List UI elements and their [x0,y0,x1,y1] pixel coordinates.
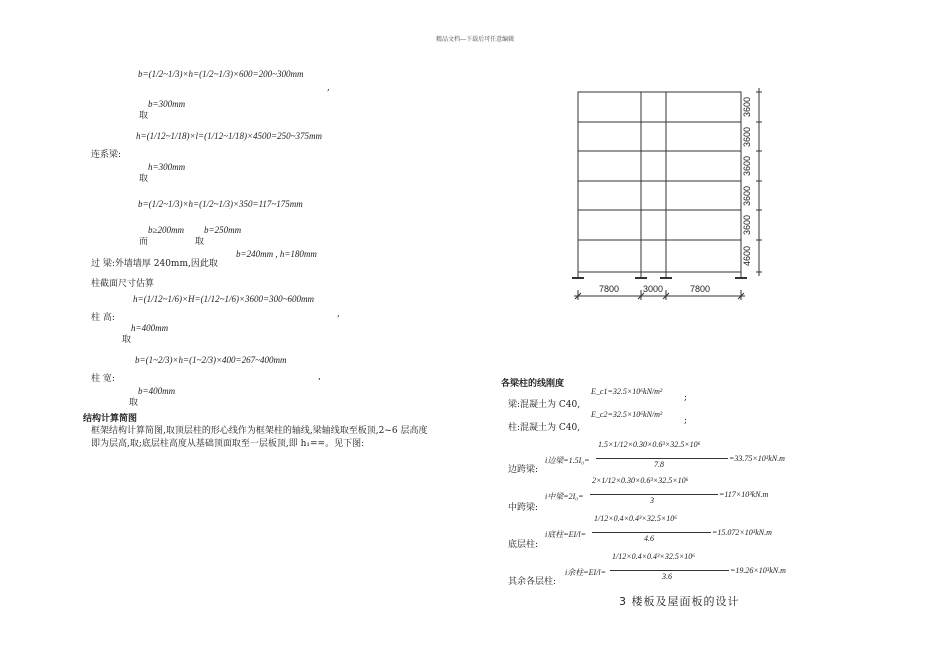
equation-tie-beam-width: b=(1/2~1/3)×h=(1/2~1/3)×350=117~175mm [138,199,303,209]
take-label: 取 [122,335,132,345]
other-column-fraction-bar [610,570,729,571]
column-width-label: 柱 宽: [91,374,115,384]
lintel-label: 过 梁:外墙墙厚 240mm,因此取 [91,259,218,269]
er-label: 而 [139,237,149,247]
other-column-lhs: i余柱=EI/l= [565,568,607,577]
side-beam-denominator: 7.8 [654,460,664,469]
side-beam-lhs: i边梁=1.5I₀= [545,456,590,465]
comma: , [318,372,321,382]
equation-column-width-take: b=400mm [138,386,176,396]
side-beam-fraction-bar [596,458,728,459]
stiffness-title: 各梁柱的线刚度 [501,379,565,389]
other-column-label: 其余各层柱: [508,577,557,587]
side-beam-result: =33.75×10³kN.m [729,454,785,463]
equation-column-width: b=(1~2/3)×h=(1~2/3)×400=267~400mm [135,355,287,365]
paragraph-line-2: 即为层高,取;底层柱高度从基础顶面取至一层板顶,即 h₁==。见下图: [91,439,365,449]
middle-beam-label: 中跨梁: [508,503,539,513]
middle-beam-result: =117×10³kN.m [719,490,769,499]
bottom-column-lhs: i底柱=EI/l= [545,530,587,539]
side-beam-numerator: 1.5×1/12×0.30×0.6³×32.5×10⁶ [598,440,701,449]
equation-beam-width-take: b=300mm [148,99,186,109]
beam-concrete-label: 梁:混凝土为 C40, [508,400,581,410]
frame-diagram [560,82,790,312]
span-label-1: 7800 [598,284,620,294]
semicolon: ; [684,393,688,403]
bottom-column-numerator: 1/12×0.4×0.4³×32.5×10⁶ [594,514,677,523]
middle-beam-lhs: i中梁=2I₀= [545,492,584,501]
frame-outline [578,92,741,272]
side-beam-label: 边跨梁: [508,465,539,475]
height-label-1: 4600 [742,245,752,267]
equation-beam-width: b=(1/2~1/3)×h=(1/2~1/3)×600=200~300mm [138,69,304,79]
equation-tie-beam-height: h=(1/12~1/18)×l=(1/12~1/18)×4500=250~375mm [136,131,322,141]
middle-beam-fraction-bar [590,494,718,495]
column-modulus: E_c2=32.5×10⁶kN/m² [591,410,663,419]
comma: , [337,309,340,319]
equation-column-height-take: h=400mm [131,323,169,333]
semicolon: ; [684,416,688,426]
take-label: 取 [139,111,149,121]
other-column-numerator: 1/12×0.4×0.4³×32.5×10⁶ [612,552,695,561]
bottom-column-fraction-bar [592,532,711,533]
bottom-column-denominator: 4.6 [644,534,654,543]
take-label: 取 [195,237,205,247]
equation-tie-beam-min: b≥200mm [148,225,184,235]
height-label-3: 3600 [742,185,752,207]
beam-modulus: E_c1=32.5×10⁶kN/m² [591,387,663,396]
height-label-2: 3600 [742,214,752,236]
span-label-2: 3000 [642,284,664,294]
equation-tie-beam-width-take: b=250mm [204,225,242,235]
equation-tie-beam-height-take: h=300mm [148,162,186,172]
tie-beam-label: 连系梁: [91,150,122,160]
paragraph-line-1: 框架结构计算简图,取顶层柱的形心线作为框架柱的轴线,梁轴线取至板顶,2~6 层高度 [91,426,428,436]
structure-diagram-title: 结构计算简图 [83,414,138,424]
height-label-6: 3600 [742,96,752,118]
other-column-result: =19.26×10³kN.m [730,566,786,575]
bottom-column-label: 底层柱: [508,540,539,550]
middle-beam-numerator: 2×1/12×0.30×0.6³×32.5×10⁶ [592,476,689,485]
lintel-value: b=240mm , h=180mm [236,249,317,259]
column-height-label: 柱 高: [91,313,115,323]
column-concrete-label: 柱:混凝土为 C40, [508,423,581,433]
middle-beam-denominator: 3 [650,496,654,505]
equation-column-height: h=(1/12~1/6)×H=(1/12~1/6)×3600=300~600mm [133,294,314,304]
page-header: 精品文档---下载后可任意编辑 [436,36,515,43]
section-heading: 3 楼板及屋面板的设计 [619,595,740,608]
comma: , [327,83,330,93]
take-label: 取 [129,398,139,408]
column-section-title: 柱截面尺寸估算 [91,279,155,289]
height-label-5: 3600 [742,126,752,148]
height-label-4: 3600 [742,155,752,177]
span-label-3: 7800 [689,284,711,294]
take-label: 取 [139,174,149,184]
other-column-denominator: 3.6 [662,572,672,581]
bottom-column-result: =15.072×10³kN.m [712,528,772,537]
